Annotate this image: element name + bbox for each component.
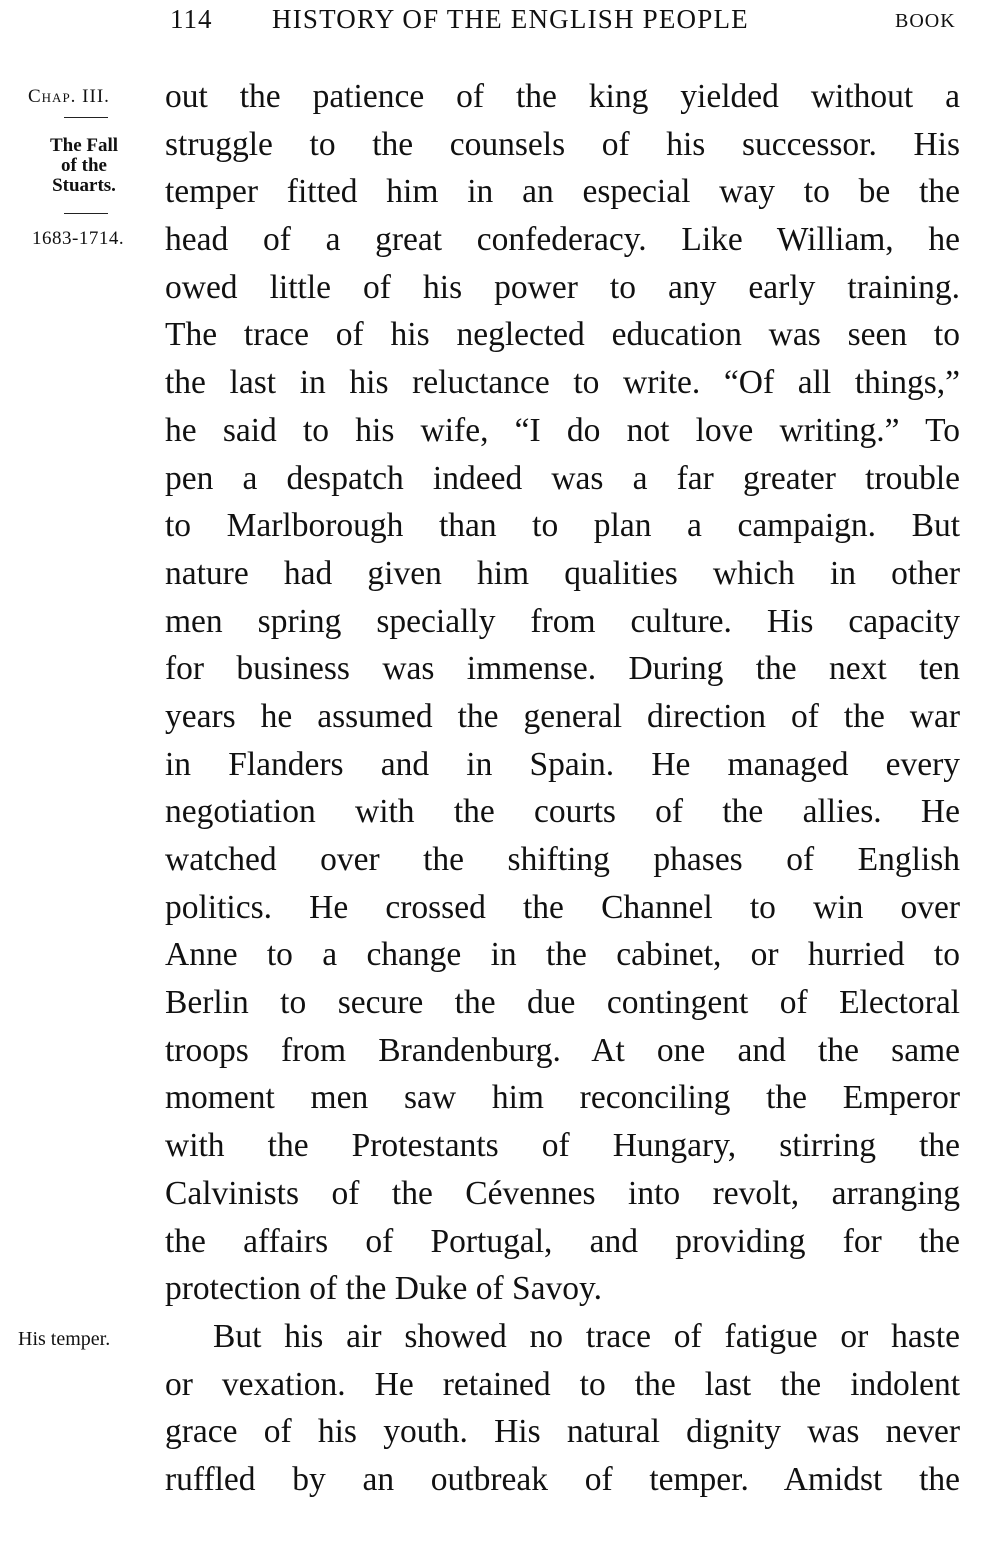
date-range: 1683-1714. [32,228,125,249]
body-line: owed little of his power to any early training. [165,268,960,306]
body-line: pen a despatch indeed was a far greater trouble [165,459,960,497]
body-line: Calvinists of the Cévennes into revolt, arranging [165,1174,960,1212]
body-line: politics. He crossed the Channel to win over [165,888,960,926]
body-line: he said to his wife, “I do not love writing.” To [165,411,960,449]
body-line: Anne to a change in the cabinet, or hurried to [165,936,960,974]
section-rule [64,213,108,214]
body-line: the affairs of Portugal, and providing for the [165,1222,960,1260]
running-title: HISTORY OF THE ENGLISH PEOPLE [272,4,749,34]
body-line: negotiation with the courts of the allies. He [165,793,960,831]
chapter-label: Chap. III. [28,86,110,107]
body-line: temper fitted him in an especial way to be the [165,173,960,211]
book-label: BOOK [895,10,956,32]
body-line: years he assumed the general direction of the war [165,697,960,735]
body-line: grace of his youth. His natural dignity was never [165,1413,960,1451]
section-sidenote [28,136,140,196]
body-line: to Marlborough than to plan a campaign. But [165,507,960,545]
body-line: out the patience of the king yielded without a [165,78,960,115]
section-line-1: The Fall [49,135,119,156]
page-number: 114 [170,4,213,34]
body-line: for business was immense. During the next ten [165,650,960,688]
body-line: moment men saw him reconciling the Emperor [165,1079,960,1117]
chapter-rule [64,117,108,118]
body-line: Berlin to secure the due contingent of Electoral [165,984,960,1022]
body-line: troops from Brandenburg. At one and the same [165,1031,960,1069]
section-line-3: Stuarts. [52,175,116,196]
body-line: struggle to the counsels of his successor. His [165,125,960,163]
section-line-2: of the [61,155,107,176]
body-line: with the Protestants of Hungary, stirring the [165,1127,960,1165]
body-line: watched over the shifting phases of English [165,841,960,878]
body-line: But his air showed no trace of fatigue or haste [213,1317,960,1355]
body-line: The trace of his neglected education was seen to [165,316,960,354]
body-line: ruffled by an outbreak of temper. Amidst the [165,1460,960,1498]
body-line: men spring specially from culture. His capacity [165,602,960,640]
body-line: in Flanders and in Spain. He managed every [165,745,960,783]
body-line: head of a great confederacy. Like William, he [165,221,960,259]
body-text [165,72,960,1503]
body-line: protection of the Duke of Savoy. [165,1270,602,1308]
running-header [0,4,1000,44]
his-temper-sidenote: His temper. [18,1328,111,1350]
body-line: the last in his reluctance to write. “Of all things,” [165,364,960,402]
body-line: or vexation. He retained to the last the indolent [165,1365,960,1403]
body-line: nature had given him qualities which in other [165,554,960,592]
